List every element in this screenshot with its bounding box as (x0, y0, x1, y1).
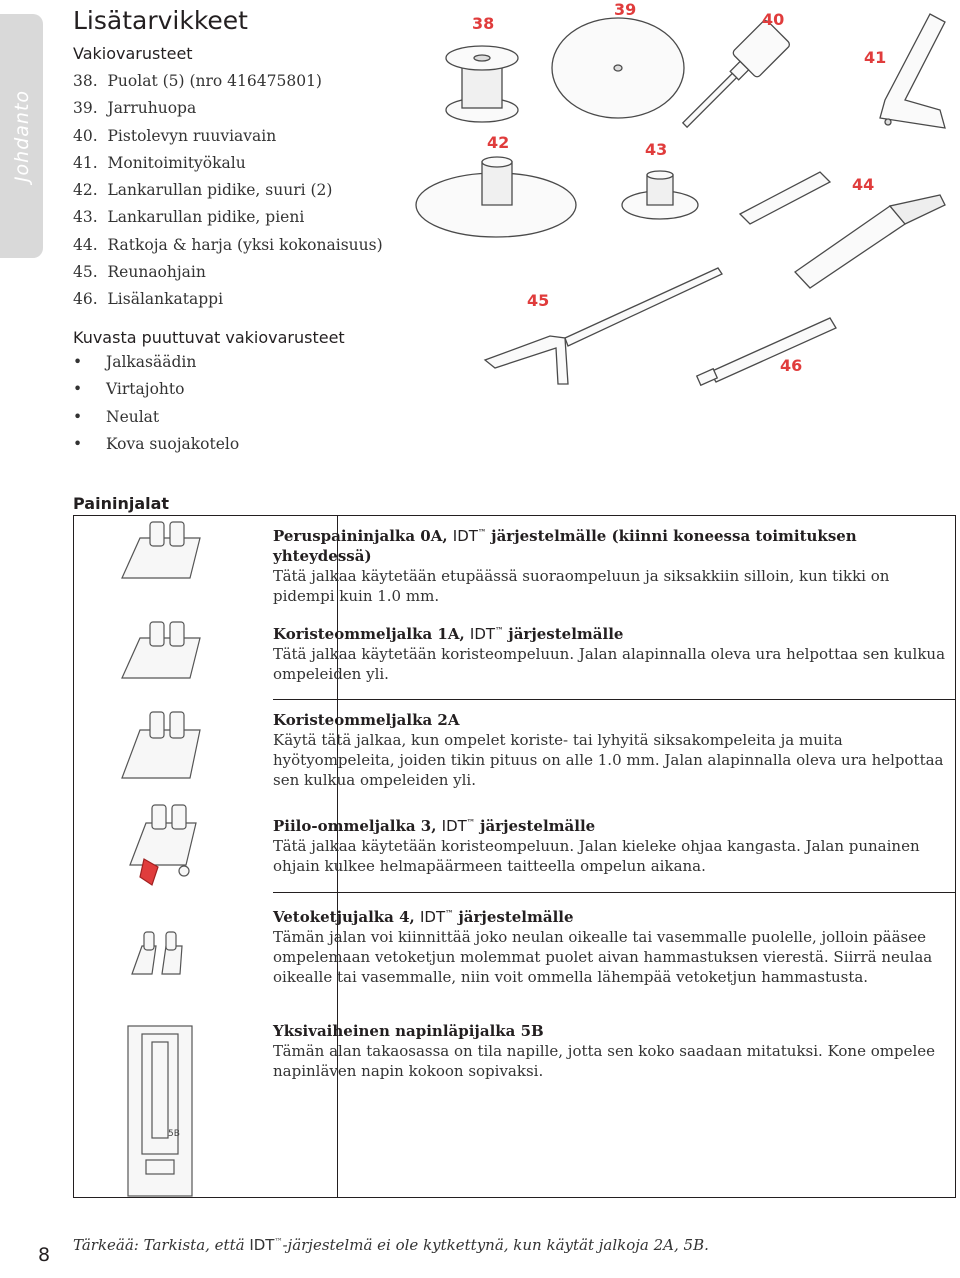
edge-guide-image (485, 268, 722, 384)
accessory-item: 39. Jarruhuopa (73, 99, 197, 118)
callout-43: 43 (645, 140, 668, 159)
row-divider (273, 892, 956, 893)
missing-accessory-list (73, 349, 239, 458)
foot-4-text: Tämän jalan voi kiinnittää joko neulan oikealle tai vasemmalle puolelle, jolloin pääsee ompelemaan vetoketjun molemmat puolet aivan hammastuksen vierestä. Siirrä neulaa oikealle tai vasemmalle, niin voit ommella lähempää vetoketjun hammastusta. (273, 928, 933, 986)
callout-40: 40 (762, 10, 785, 29)
callout-42: 42 (487, 133, 510, 152)
presser-foot-3-image (130, 805, 196, 885)
accessory-item: 46. Lisälankatappi (73, 290, 224, 309)
bullet: • (73, 353, 83, 371)
list-item (73, 376, 239, 403)
list-item (73, 404, 239, 431)
list-item-text: Kova suojakotelo (106, 434, 240, 453)
accessory-item: 40. Pistolevyn ruuviavain (73, 126, 277, 145)
list-item-text: Virtajohto (106, 380, 185, 399)
presser-foot-0a-image (122, 522, 200, 578)
foot-5b-text: Tämän alan takaosassa on tila napille, jotta sen koko saadaan mitatuksi. Kone ompelee napinläven napin kokoon sopivaksi. (273, 1042, 935, 1080)
footnote: Tärkeää: Tarkista, että IDT™-järjestelmä ei ole kytkettynä, kun käytät jalkoja 2A, 5B. (73, 1236, 709, 1254)
callout-41: 41 (864, 48, 887, 67)
list-item (73, 349, 239, 376)
foot-3-text: Tätä jalkaa käytetään koristeompeluun. Jalan kieleke ohjaa kangasta. Jalan punainen ohjain kulkee helmapäärmeen taitteella ompelun aikana. (273, 837, 920, 875)
seam-ripper-image (740, 172, 945, 288)
page-number: 8 (38, 1244, 51, 1266)
spool-cap-large-image (416, 157, 576, 237)
section-tab[interactable] (0, 14, 43, 258)
presser-foot-1a-image (122, 622, 200, 678)
callout-45: 45 (527, 291, 550, 310)
foot-0a-description (273, 522, 949, 606)
row-divider (273, 699, 956, 700)
spool-pin-image (697, 318, 836, 385)
foot-1a-name: Koristeommeljalka 1A, IDT™ järjestelmälle (273, 625, 624, 643)
foot-2a-text: Käytä tätä jalkaa, kun ompelet koriste- tai lyhyitä siksakompeleita ja muita hyötyompeleita, joiden tikin pituus on alle 1.0 mm. Jalan alapinnalla oleva ura helpottaa sen kulkua ompeleiden yli. (273, 731, 944, 789)
presser-foot-5b-image (128, 1026, 192, 1196)
foot-3-description (273, 812, 949, 876)
bullet: • (73, 380, 83, 399)
multipurpose-tool-image (880, 14, 945, 128)
list-item-text: Jalkasäädin (106, 353, 197, 371)
standard-accessories-heading: Vakiovarusteet (73, 44, 193, 63)
presser-foot-2a-image (122, 712, 200, 778)
presser-foot-4-image (132, 932, 182, 974)
foot-1a-text: Tätä jalkaa käytetään koristeompeluun. Jalan alapinnalla oleva ura helpottaa sen kulkua ompeleiden yli. (273, 645, 946, 683)
foot-5b-label: 5B (168, 1129, 180, 1139)
foot-0a-text: Tätä jalkaa käytetään etupäässä suoraompeluun ja siksakkiin silloin, kun tikki on pidempi kuin 1.0 mm. (273, 567, 890, 605)
callout-44: 44 (852, 175, 875, 194)
accessory-list (73, 68, 383, 314)
page-title: Lisätarvikkeet (73, 6, 248, 35)
foot-2a-name: Koristeommeljalka 2A (273, 711, 460, 729)
foot-4-name: Vetoketjujalka 4, IDT™ järjestelmälle (273, 908, 574, 926)
section-tab-label: Johdanto (10, 89, 33, 183)
accessory-item: 41. Monitoimityökalu (73, 153, 246, 172)
foot-5b-description (273, 1021, 949, 1081)
accessory-item: 38. Puolat (5) (nro 416475801) (73, 72, 322, 90)
accessory-item: 42. Lankarullan pidike, suuri (2) (73, 181, 333, 200)
accessory-item: 44. Ratkoja & harja (yksi kokonaisuus) (73, 235, 383, 254)
list-item (73, 431, 239, 458)
callout-38: 38 (472, 14, 495, 33)
callout-39: 39 (614, 0, 637, 19)
foot-2a-description (273, 710, 949, 790)
callout-46: 46 (780, 356, 803, 375)
foot-4-description (273, 903, 949, 987)
bullet: • (73, 434, 83, 453)
presser-feet-heading: Paininjalat (73, 494, 170, 513)
list-item-text: Neulat (106, 407, 160, 426)
bullet: • (73, 407, 83, 426)
spool-cap-small-image (622, 171, 698, 219)
screwdriver-image (672, 19, 791, 138)
spool-felt-image (552, 18, 684, 118)
accessory-item: 43. Lankarullan pidike, pieni (73, 208, 305, 227)
foot-0a-name: Peruspaininjalka 0A, IDT™ järjestelmälle (kiinni koneessa toimituksen yhteydessä) (273, 527, 857, 565)
presser-feet-illustrations (100, 520, 220, 1200)
accessory-item: 45. Reunaohjain (73, 263, 206, 282)
foot-5b-name: Yksivaiheinen napinläpijalka 5B (273, 1022, 544, 1040)
foot-1a-description (273, 620, 949, 684)
bobbin-image (446, 46, 518, 122)
foot-3-name: Piilo-ommeljalka 3, IDT™ järjestelmälle (273, 817, 596, 835)
missing-accessories-heading: Kuvasta puuttuvat vakiovarusteet (73, 328, 345, 347)
